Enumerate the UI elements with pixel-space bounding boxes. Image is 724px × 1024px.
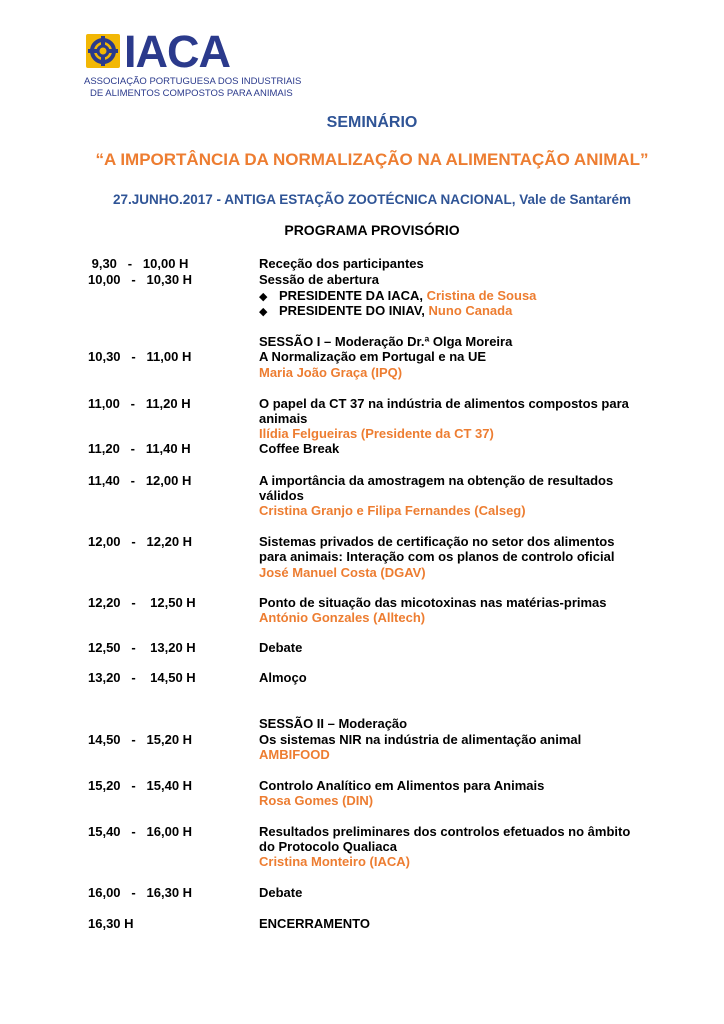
diamond-bullet-icon: ◆ [259, 291, 268, 303]
time-slot: 16,00 - 16,30 H [88, 885, 193, 900]
agenda-item-continued: válidos [259, 488, 304, 503]
agenda-item: Controlo Analítico em Alimentos para Animais [259, 778, 545, 793]
time-slot: 11,40 - 12,00 H [88, 473, 192, 488]
session-heading: SESSÃO I – Moderação Dr.ª Olga Moreira [259, 334, 513, 349]
gear-icon [86, 34, 120, 68]
agenda-item: Sistemas privados de certificação no setor dos alimentos [259, 534, 615, 549]
program-heading: PROGRAMA PROVISÓRIO [284, 222, 460, 238]
diamond-bullet-icon: ◆ [259, 306, 268, 318]
agenda-item-continued: do Protocolo Qualiaca [259, 839, 397, 854]
agenda-item: Sessão de abertura [259, 272, 379, 287]
agenda-item: Ponto de situação das micotoxinas nas matérias-primas [259, 595, 607, 610]
speaker-name: António Gonzales (Alltech) [259, 610, 426, 625]
speaker-role: PRESIDENTE DO INIAV, [279, 303, 429, 318]
agenda-item: ENCERRAMENTO [259, 916, 370, 931]
agenda-item: Receção dos participantes [259, 256, 424, 271]
time-slot: 11,00 - 11,20 H [88, 396, 191, 411]
agenda-item: Debate [259, 640, 303, 655]
time-slot: 9,30 - 10,00 H [88, 256, 189, 271]
time-slot: 15,40 - 16,00 H [88, 824, 193, 839]
speaker-name: Cristina de Sousa [426, 288, 537, 303]
speaker-name: Maria João Graça (IPQ) [259, 365, 403, 380]
agenda-item: Resultados preliminares dos controlos efetuados no âmbito [259, 824, 631, 839]
agenda-item-continued: para animais: Interação com os planos de controlo oficial [259, 549, 615, 564]
agenda-item: A Normalização em Portugal e na UE [259, 349, 487, 364]
agenda-item: Coffee Break [259, 441, 340, 456]
session-heading: SESSÃO II – Moderação [259, 716, 408, 731]
association-name-line2: DE ALIMENTOS COMPOSTOS PARA ANIMAIS [90, 88, 293, 99]
speaker-role: PRESIDENTE DA IACA, [279, 288, 427, 303]
agenda-item: A importância da amostragem na obtenção de resultados [259, 473, 614, 488]
speaker-name: Ilídia Felgueiras (Presidente da CT 37) [259, 426, 494, 441]
agenda-item-continued: animais [259, 411, 308, 426]
seminar-theme: “A IMPORTÂNCIA DA NORMALIZAÇÃO NA ALIMENTAÇÃO ANIMAL” [95, 150, 649, 169]
time-slot: 16,30 H [88, 916, 134, 931]
speaker-name: AMBIFOOD [259, 747, 330, 762]
speaker-name: Nuno Canada [428, 303, 513, 318]
date-location: 27.JUNHO.2017 - ANTIGA ESTAÇÃO ZOOTÉCNICA NACIONAL, Vale de Santarém [112, 192, 632, 207]
time-slot: 15,20 - 15,40 H [88, 778, 193, 793]
time-slot: 12,20 - 12,50 H [88, 595, 196, 610]
speaker-name: Rosa Gomes (DIN) [259, 793, 374, 808]
agenda-item: Almoço [259, 670, 307, 685]
time-slot: 12,50 - 13,20 H [88, 640, 196, 655]
seminar-heading: SEMINÁRIO [326, 114, 418, 131]
logo-wordmark: IACA [124, 26, 230, 77]
time-slot: 11,20 - 11,40 H [88, 441, 191, 456]
list-item [259, 303, 512, 318]
time-slot: 12,00 - 12,20 H [88, 534, 193, 549]
speaker-name: Cristina Monteiro (IACA) [259, 854, 410, 869]
speaker-name: Cristina Granjo e Filipa Fernandes (Calseg) [259, 503, 526, 518]
agenda-item: Os sistemas NIR na indústria de alimentação animal [259, 732, 582, 747]
list-item [259, 288, 536, 303]
agenda-item: O papel da CT 37 na indústria de alimentos compostos para [259, 396, 629, 411]
speaker-name: José Manuel Costa (DGAV) [259, 565, 426, 580]
time-slot: 10,00 - 10,30 H [88, 272, 193, 287]
time-slot: 13,20 - 14,50 H [88, 670, 196, 685]
time-slot: 10,30 - 11,00 H [88, 349, 192, 364]
time-slot: 14,50 - 15,20 H [88, 732, 193, 747]
association-name-line1: ASSOCIAÇÃO PORTUGUESA DOS INDUSTRIAIS [84, 76, 302, 87]
agenda-item: Debate [259, 885, 303, 900]
